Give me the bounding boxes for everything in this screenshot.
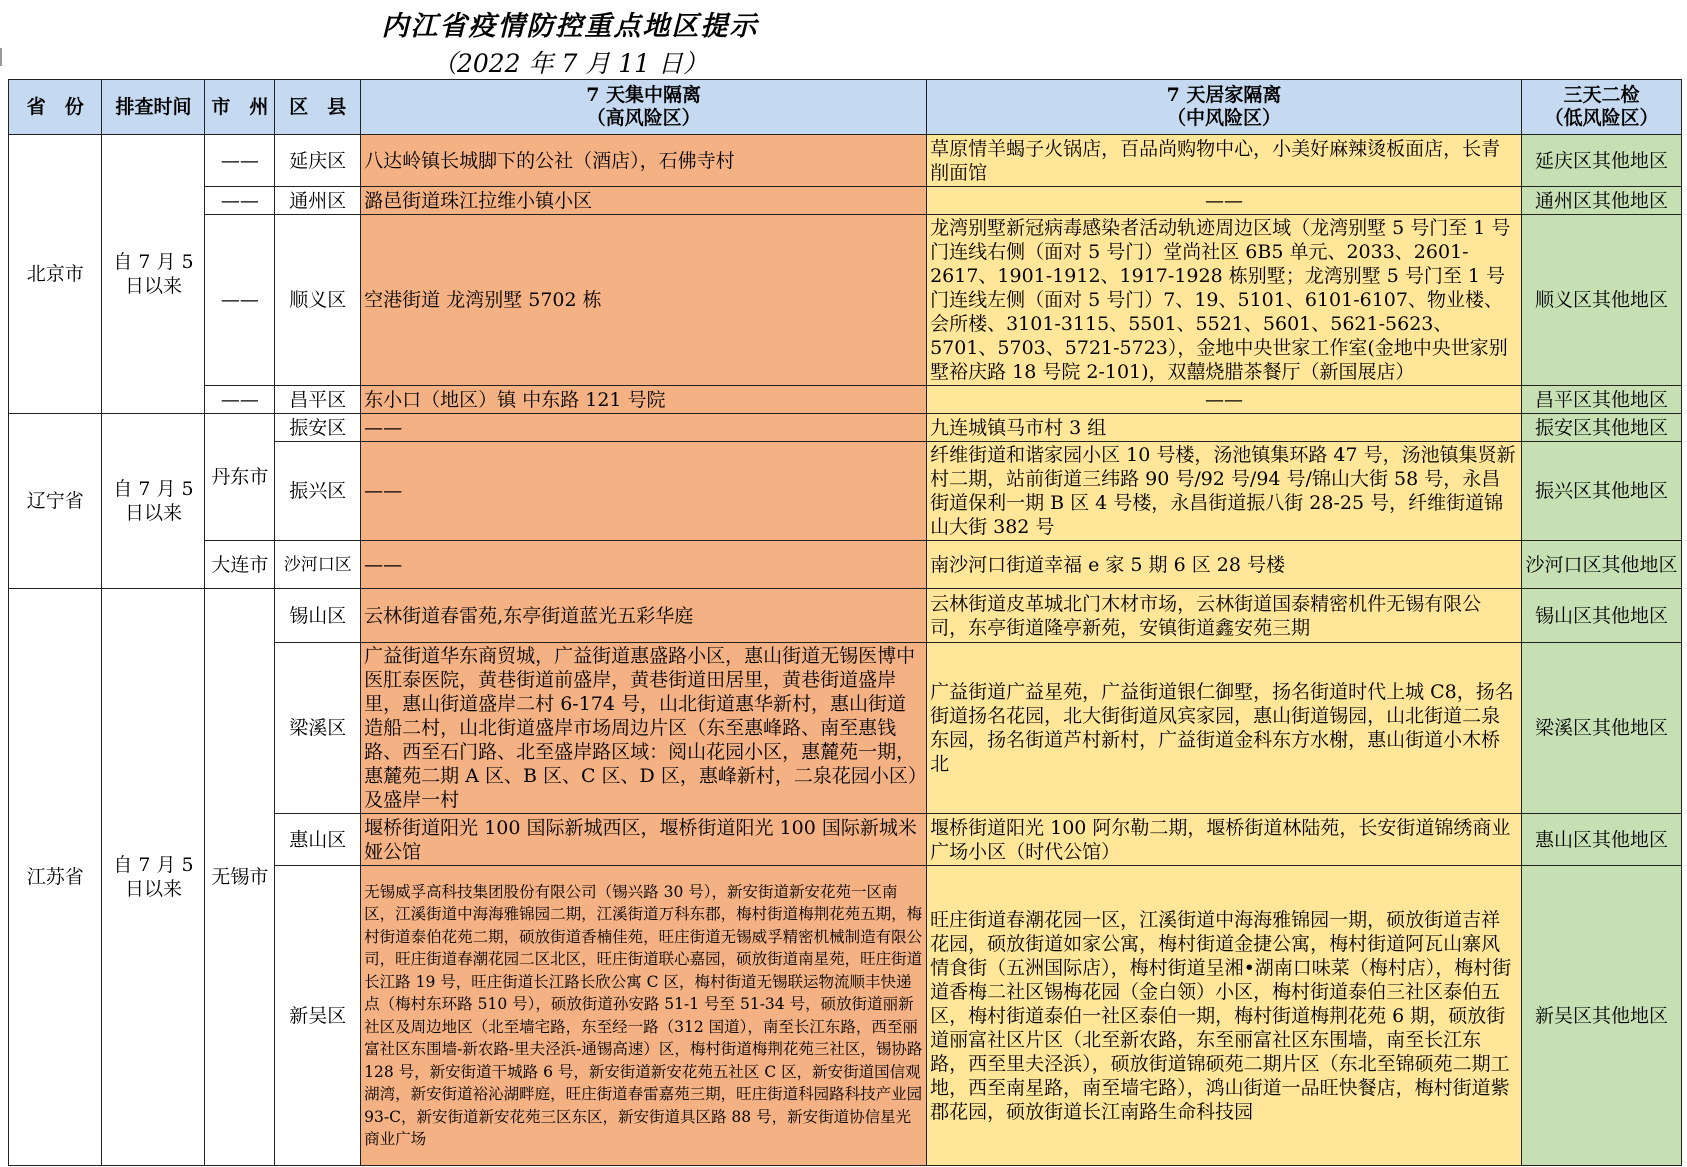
province-cell: 辽宁省 [9, 414, 102, 589]
high-risk-cell: —— [361, 442, 927, 541]
low-risk-cell: 梁溪区其他地区 [1521, 643, 1681, 814]
time-cell: 自 7 月 5 日以来 [102, 414, 205, 589]
city-cell: —— [205, 215, 275, 386]
mid-risk-cell: 云林街道皮革城北门木材市场，云林街道国泰精密机件无锡有限公司，东亭街道隆亭新苑，安镇街道鑫安苑三期 [927, 589, 1522, 643]
district-cell: 昌平区 [275, 386, 361, 414]
district-cell: 通州区 [275, 187, 361, 215]
mid-risk-cell: 九连城镇马市村 3 组 [927, 414, 1522, 442]
mid-risk-cell: 广益街道广益星苑，广益街道银仁御墅，扬名街道时代上城 C8，扬名街道扬名花园，北大街街道凤宾家园，惠山街道锡园，山北街道二泉东园，扬名街道芦村新村，广益街道金科东方水榭，惠山街道小木桥北 [927, 643, 1522, 814]
mid-risk-cell: 纤维街道和谐家园小区 10 号楼，汤池镇集环路 47 号，汤池镇集贤新村二期，站前街道三纬路 90 号/92 号/94 号/锦山大街 58 号，永昌街道保利一期 B 区 4 号楼，永昌街道振八街 28-25 号，纤维街道锦山大街 382 号 [927, 442, 1522, 541]
mid-risk-cell: —— [927, 386, 1522, 414]
header-low-line2: （低风险区） [1544, 107, 1659, 129]
header-high-line2: （高风险区） [586, 107, 701, 129]
district-cell: 梁溪区 [275, 643, 361, 814]
city-cell: 无锡市 [205, 589, 275, 1166]
low-risk-cell: 振兴区其他地区 [1521, 442, 1681, 541]
page-subtitle: （2022 年 7 月 11 日） [431, 49, 709, 78]
city-cell: —— [205, 187, 275, 215]
header-low-risk [1521, 80, 1681, 135]
high-risk-cell: 潞邑街道珠江拉维小镇小区 [361, 187, 927, 215]
low-risk-cell: 沙河口区其他地区 [1521, 541, 1681, 589]
low-risk-cell: 惠山区其他地区 [1521, 814, 1681, 866]
high-risk-cell: 八达岭镇长城脚下的公社（酒店），石佛寺村 [361, 135, 927, 187]
high-risk-cell: 空港街道 龙湾别墅 5702 栋 [361, 215, 927, 386]
header-province: 省 份 [9, 80, 102, 135]
low-risk-cell: 新吴区其他地区 [1521, 866, 1681, 1166]
district-cell: 沙河口区 [275, 541, 361, 589]
district-cell: 延庆区 [275, 135, 361, 187]
time-cell: 自 7 月 5 日以来 [102, 135, 205, 414]
table-row [9, 589, 1682, 643]
header-high-line1: 7 天集中隔离 [586, 84, 702, 106]
city-cell: —— [205, 135, 275, 187]
province-cell: 江苏省 [9, 589, 102, 1166]
district-cell: 振安区 [275, 414, 361, 442]
low-risk-cell: 顺义区其他地区 [1521, 215, 1681, 386]
high-risk-cell: 堰桥街道阳光 100 国际新城西区，堰桥街道阳光 100 国际新城米娅公馆 [361, 814, 927, 866]
header-mid-risk [927, 80, 1522, 135]
table-row [9, 541, 1682, 589]
header-low-line1: 三天二检 [1563, 84, 1640, 106]
mid-risk-cell: 堰桥街道阳光 100 阿尔勒二期，堰桥街道林陆苑，长安街道锦绣商业广场小区（时代公馆） [927, 814, 1522, 866]
high-risk-cell: 东小口（地区）镇 中东路 121 号院 [361, 386, 927, 414]
mid-risk-cell: 龙湾别墅新冠病毒感染者活动轨迹周边区域（龙湾别墅 5 号门至 1 号门连线右侧（面对 5 号门）堂尚社区 6B5 单元、2033、2601-2617、1901-1912、1917-1928 栋别墅；龙湾别墅 5 号门至 1 号门连线左侧（面对 5 号门）7、19、5101、6101-6107、物业楼、会所楼、3101-3115、5501、5521、5601、5621-5623、5701、5703、5721-5723），金地中央世家工作室(金地中央世家别墅裕庆路 18 号院 2-101)，双囍烧腊茶餐厅（新国展店） [927, 215, 1522, 386]
table-row [9, 386, 1682, 414]
high-risk-cell: —— [361, 414, 927, 442]
high-risk-cell: —— [361, 541, 927, 589]
province-cell: 北京市 [9, 135, 102, 414]
low-risk-cell: 锡山区其他地区 [1521, 589, 1681, 643]
high-risk-cell: 无锡威孚高科技集团股份有限公司（锡兴路 30 号），新安街道新安花苑一区南区，江溪街道中海海雅锦园二期，江溪街道万科东郡，梅村街道梅荆花苑五期，梅村街道泰伯花苑二期，硕放街道香楠佳苑，旺庄街道无锡威孚精密机械制造有限公司，旺庄街道春潮花园二区北区，旺庄街道联心嘉园，硕放街道南星苑，旺庄街道长江路 19 号，旺庄街道长江路长欣公寓 C 区，梅村街道无锡联运物流顺丰快递点（梅村东环路 510 号），硕放街道孙安路 51-1 号至 51-34 号，硕放街道丽新社区及周边地区（北至墙宅路，东至经一路（312 国道），南至长江东路，西至丽富社区东围墙-新农路-里夫泾浜-通锡高速）区，梅村街道梅荆花苑三社区，锡协路 128 号，新安街道干城路 6 号，新安街道新安花苑五社区 C 区，新安街道国信观湖湾，新安街道裕沁湖畔庭，旺庄街道春雷嘉苑三期，旺庄街道科园路科技产业园 93-C，新安街道新安花苑三区东区，新安街道具区路 88 号，新安街道协信星光商业广场 [361, 866, 927, 1166]
city-cell: 丹东市 [205, 414, 275, 541]
city-cell: —— [205, 386, 275, 414]
district-cell: 惠山区 [275, 814, 361, 866]
low-risk-cell: 昌平区其他地区 [1521, 386, 1681, 414]
low-risk-cell: 延庆区其他地区 [1521, 135, 1681, 187]
high-risk-cell: 广益街道华东商贸城，广益街道惠盛路小区，惠山街道无锡医博中医肛泰医院，黄巷街道前盛岸，黄巷街道田居里，黄巷街道盛岸里，惠山街道盛岸二村 6-174 号，山北街道惠华新村，惠山街道造船二村，山北街道盛岸市场周边片区（东至惠峰路、南至惠钱路、西至石门路、北至盛岸路区域：阅山花园小区，惠麓苑一期，惠麓苑二期 A 区、B 区、C 区、D 区，惠峰新村，二泉花园小区）及盛岸一村 [361, 643, 927, 814]
district-cell: 锡山区 [275, 589, 361, 643]
header-city: 市 州 [205, 80, 275, 135]
high-risk-cell: 云林街道春雷苑,东亭街道蓝光五彩华庭 [361, 589, 927, 643]
time-cell: 自 7 月 5 日以来 [102, 589, 205, 1166]
header-row [9, 80, 1682, 135]
header-mid-line1: 7 天居家隔离 [1166, 84, 1282, 106]
table-row [9, 414, 1682, 442]
city-cell: 大连市 [205, 541, 275, 589]
risk-area-table [8, 79, 1682, 1166]
header-time: 排查时间 [102, 80, 205, 135]
district-cell: 顺义区 [275, 215, 361, 386]
table-row [9, 187, 1682, 215]
low-risk-cell: 通州区其他地区 [1521, 187, 1681, 215]
table-row [9, 135, 1682, 187]
low-risk-cell: 振安区其他地区 [1521, 414, 1681, 442]
header-mid-line2: （中风险区） [1167, 107, 1282, 129]
mid-risk-cell: 南沙河口街道幸福 e 家 5 期 6 区 28 号楼 [927, 541, 1522, 589]
header-district: 区 县 [275, 80, 361, 135]
mid-risk-cell: 旺庄街道春潮花园一区，江溪街道中海海雅锦园一期，硕放街道吉祥花园，硕放街道如家公寓，梅村街道金捷公寓，梅村街道阿瓦山寨风情食街（五洲国际店），梅村街道呈湘•湖南口味菜（梅村店），梅村街道香梅二社区锡梅花园（金白领）小区，梅村街道泰伯三社区泰伯五区，梅村街道泰伯一社区泰伯一期，梅村街道梅荆花苑 6 期，硕放街道丽富社区片区（北至新农路，东至丽富社区东围墙，南至长江东路，西至里夫泾浜），硕放街道锦硕苑二期片区（东北至锦硕苑二期工地，西至南星路，南至墙宅路），鸿山街道一品旺快餐店，梅村街道紫郡花园，硕放街道长江南路生命科技园 [927, 866, 1522, 1166]
mid-risk-cell: —— [927, 187, 1522, 215]
mid-risk-cell: 草原情羊蝎子火锅店，百品尚购物中心，小美好麻辣烫板面店，长青削面馆 [927, 135, 1522, 187]
header-high-risk [361, 80, 927, 135]
table-row [9, 215, 1682, 386]
district-cell: 振兴区 [275, 442, 361, 541]
page-title: 内江省疫情防控重点地区提示 [381, 11, 759, 42]
district-cell: 新吴区 [275, 866, 361, 1166]
